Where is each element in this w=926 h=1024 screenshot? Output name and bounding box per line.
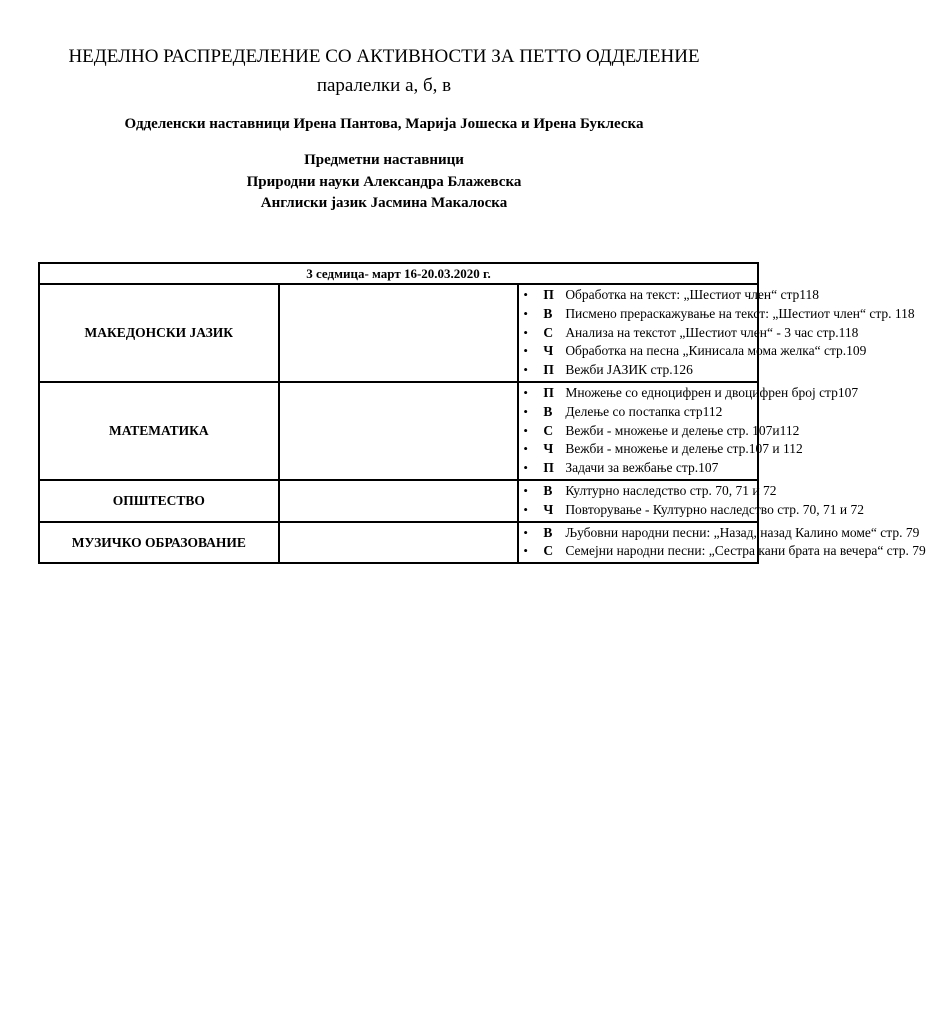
subject-name: ОПШТЕСТВО	[39, 480, 279, 522]
day-label: В	[543, 403, 553, 419]
activity-item	[519, 342, 867, 361]
activity-item	[519, 361, 757, 380]
day-label: С	[543, 324, 554, 340]
activity-item	[519, 384, 859, 403]
activity-text: Културно наследство стр. 70, 71 и 72	[565, 482, 777, 498]
activity-text: Анализа на текстот „Шестиот член“ - 3 час стр.118	[565, 324, 859, 340]
document-subtitle: паралелки а, б, в	[316, 75, 452, 96]
class-teachers: Одделенски наставници Ирена Пантова, Марија Јошеска и Ирена Буклеска	[124, 116, 644, 132]
empty-cell	[279, 522, 519, 564]
day-label: Ч	[543, 441, 554, 457]
activity-text: Делење со постапка стр112	[565, 403, 723, 419]
empty-cell	[279, 284, 519, 382]
day-label: П	[543, 460, 554, 476]
activity-item	[519, 524, 920, 543]
activity-text: Љубовни народни песни: „Назад, назад Калино моме“ стр. 79	[565, 524, 920, 540]
activity-item	[519, 482, 777, 501]
subject-name: МАТЕМАТИКА	[39, 382, 279, 480]
activity-list	[519, 481, 864, 521]
subject-teachers-heading: Предметни наставници	[304, 152, 464, 168]
subject-row	[39, 480, 758, 522]
activity-item	[519, 305, 915, 324]
day-label: П	[543, 362, 554, 378]
activity-item	[519, 440, 803, 459]
activity-item	[519, 422, 800, 441]
schedule-table	[38, 262, 926, 564]
activity-list	[519, 523, 926, 563]
empty-cell	[279, 480, 519, 522]
subject-row	[39, 382, 758, 480]
subject-row	[39, 284, 758, 382]
subject-row	[39, 522, 758, 564]
activity-text: Повторување - Културно наследство стр. 70, 71 и 72	[565, 501, 864, 517]
week-row	[39, 263, 758, 284]
activity-cell	[518, 382, 859, 480]
activity-text: Вежби - множење и делење стр.107 и 112	[565, 441, 803, 457]
activity-list	[519, 285, 915, 381]
subject-name: МАКЕДОНСКИ ЈАЗИК	[39, 284, 279, 382]
activity-item	[519, 324, 859, 343]
activity-cell	[518, 480, 864, 522]
document-title: НЕДЕЛНО РАСПРЕДЕЛЕНИЕ СО АКТИВНОСТИ ЗА ПЕТТО ОДДЕЛЕНИЕ	[68, 46, 700, 67]
activity-list	[519, 383, 859, 479]
day-label: П	[543, 287, 554, 302]
activity-text: Семејни народни песни: „Сестра кани брата на вечера“ стр. 79	[565, 543, 926, 559]
activity-text: Задачи за вежбање стр.107	[565, 460, 719, 476]
day-label: В	[543, 524, 553, 540]
activity-text: Вежби - множење и делење стр. 107и112	[565, 422, 800, 438]
day-label: Ч	[543, 343, 554, 359]
day-label: В	[543, 482, 553, 498]
activity-item	[519, 501, 864, 520]
week-label: 3 седмица- март 16-20.03.2020 г.	[39, 263, 758, 284]
activity-text: Писмено прераскажување на текст: „Шестиот член“ стр. 118	[565, 305, 915, 321]
activity-item	[519, 286, 820, 305]
activity-cell	[518, 284, 915, 382]
activity-text: Множење со едноцифрен и двоцифрен број стр107	[565, 384, 859, 400]
subject-name: МУЗИЧКО ОБРАЗОВАНИЕ	[39, 522, 279, 564]
day-label: Ч	[543, 501, 554, 517]
activity-cell	[518, 522, 926, 564]
day-label: С	[543, 422, 554, 438]
activity-item	[519, 459, 757, 478]
activity-text: Вежби ЈАЗИК стр.126	[565, 362, 693, 378]
activity-text: Обработка на песна „Кинисала мома желка“ стр.109	[565, 343, 867, 359]
activity-item	[519, 542, 926, 561]
day-label: С	[543, 543, 554, 559]
activity-text: Обработка на текст: „Шестиот член“ стр118	[565, 287, 820, 302]
english-teacher: Англиски јазик Јасмина Макалоска	[260, 195, 508, 211]
day-label: П	[543, 384, 554, 400]
day-label: В	[543, 305, 553, 321]
empty-cell	[279, 382, 519, 480]
activity-item	[519, 403, 757, 422]
science-teacher: Природни науки Александра Блажевска	[246, 174, 522, 190]
